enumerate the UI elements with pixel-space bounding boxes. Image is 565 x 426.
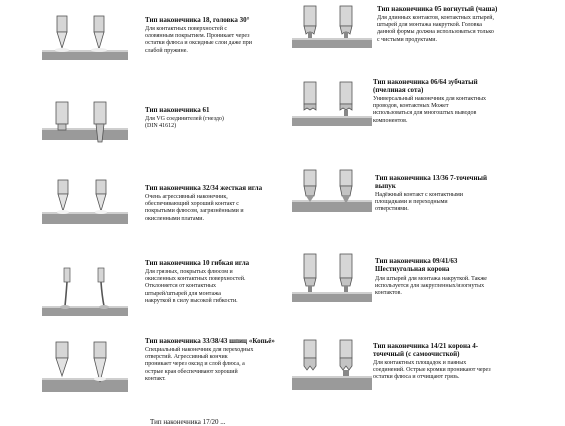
tip-description: Для контактных площадок и паяных соединений. Острые кромки проникают через остатки флюса и отчищают грязь.: [373, 360, 491, 381]
tip-title: Тип наконечника 09/41/63 Шестиугольная корона: [375, 257, 458, 273]
tip-description: Для штырей для монтажа накруткой. Также используется для закругленных/изогнутых контактов.: [375, 276, 487, 297]
two-spear-tips-icon: [42, 338, 128, 398]
two-cup-tips-icon: [292, 4, 372, 60]
tip-description: Для VG соединителей (гнездо) (DIN 41612): [145, 116, 224, 130]
tip-description: Надёжный контакт с контактными площадками и переходными отверстиями.: [375, 192, 463, 213]
tip-description: Специальный наконечник для переходных отверстий. Агрессивный кончик проникает через оксид и слой флюса, а острые края обеспечивают хороший контакт.: [145, 347, 254, 382]
tip-title: Тип наконечника 05 вогнутый (чаша): [377, 5, 498, 13]
tip-description: Очень агрессивный наконечник, обеспечивающий хороший контакт с покрытыми флюсом, загрязнёнными и окисленными платами.: [145, 194, 244, 222]
tip-title: Тип наконечника 10 гибкая игла: [145, 259, 250, 267]
two-7-point-tips-icon: [292, 166, 372, 222]
tip-description: Универсальный наконечник для контактных проводов, контактных Может использоваться для многоштых выводов компонентов.: [373, 96, 486, 124]
tip-title: Тип наконечника 18, головка 30°: [145, 16, 250, 24]
two-needle-tips-icon: [42, 14, 128, 70]
tip-description: Для контактных поверхностей с оловянным покрытием. Проникает через остатки флюса и оксидные слои даже при слабой пружине.: [145, 26, 252, 54]
two-hexagonal-crown-tips-icon: [292, 250, 372, 308]
tip-title: Тип наконечника 61: [145, 106, 210, 114]
tip-title: Тип наконечника 32/34 жесткая игла: [145, 184, 263, 192]
two-rigid-needle-tips-icon: [42, 178, 128, 234]
tip-title: Тип наконечника 06/64 зубчатый (пчелиная сота): [373, 78, 478, 94]
tip-title: Тип наконечника 13/36 7-точечный выпук: [375, 174, 487, 190]
tip-description: Для грязных, покрытых флюсом и окисленных контактных поверхностей. Отклоняется от контактных штырей/штырей для монтажа накруткой в силу высокой гибкости.: [145, 269, 246, 304]
cut-off-footer-text: Тип наконечника 17/20 ...: [150, 418, 226, 426]
tip-description: Для длинных контактов, контактных штырей, штырей для монтажа накруткой. Головка данной формы должна использоваться только с чистыми продуктами.: [377, 15, 494, 43]
tip-title: Тип наконечника 14/21 корона 4- точечный (с самоочисткой): [373, 342, 479, 358]
two-cylindrical-tips-icon: [42, 100, 128, 156]
two-serrated-tips-icon: [292, 78, 372, 138]
tip-title: Тип наконечника 33/38/43 шпиц «Копьё»: [145, 337, 275, 345]
two-4-point-crown-tips-icon: [292, 336, 372, 396]
two-flexible-needle-tips-icon: [42, 262, 128, 322]
